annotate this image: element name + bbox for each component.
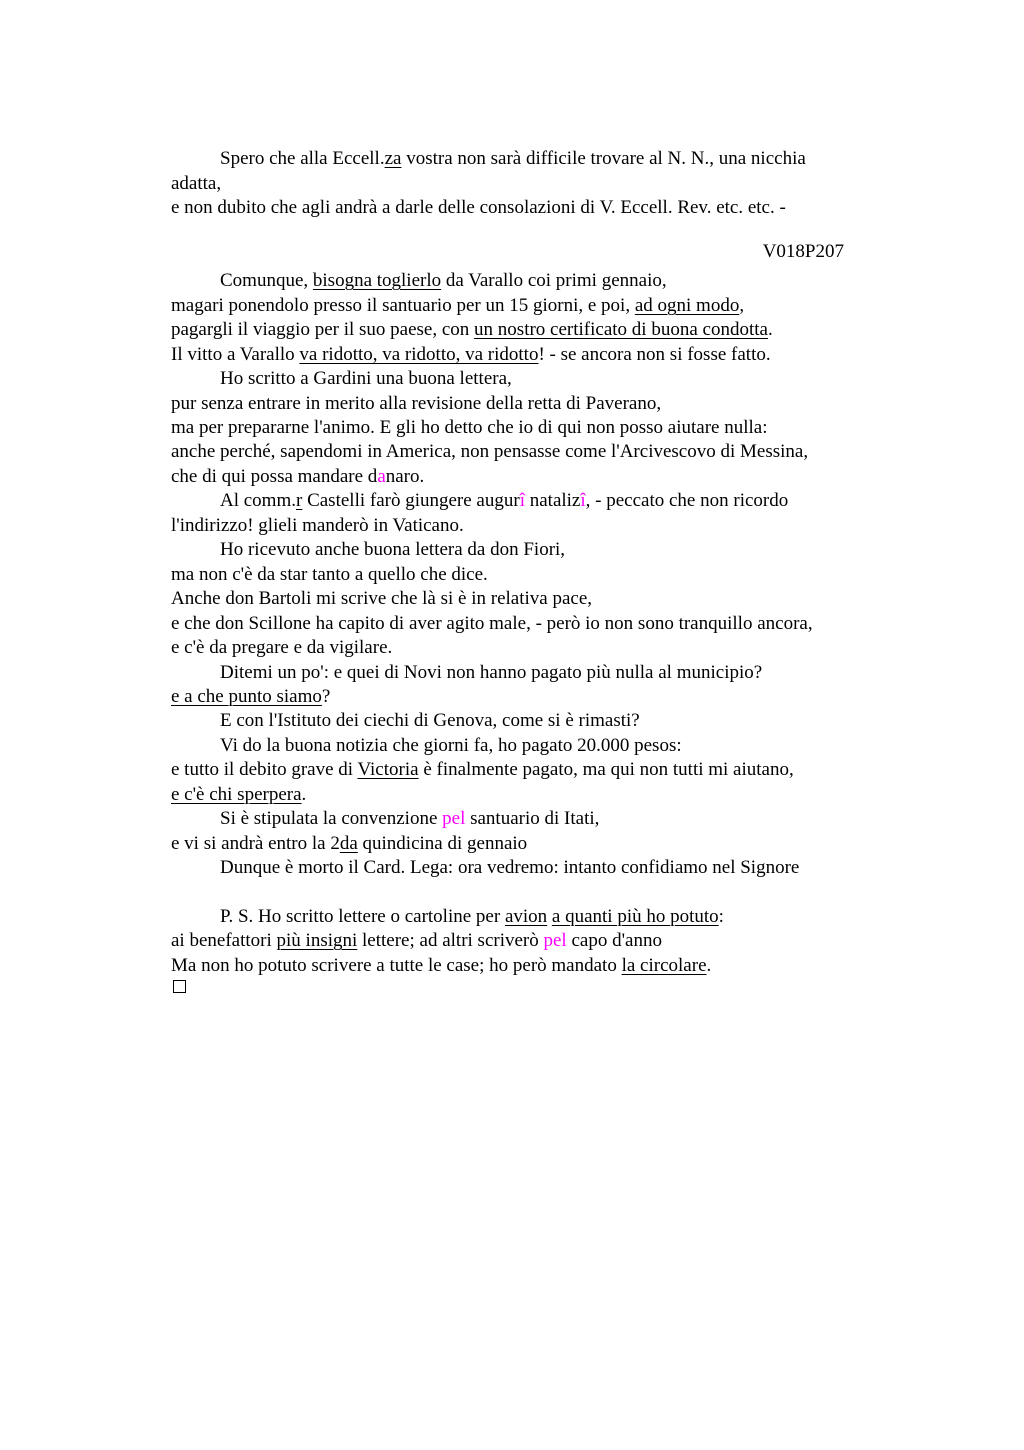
underlined-text: bisogna toglierlo <box>312 270 442 291</box>
postscript-line <box>220 905 724 929</box>
text-run: adatta, <box>171 173 222 194</box>
underlined-text: va ridotto, va ridotto, va ridotto <box>299 344 539 365</box>
text-run: . <box>301 784 307 805</box>
text-line <box>171 416 767 440</box>
postscript-line <box>171 929 662 953</box>
underlined-text: e a che punto siamo <box>171 686 322 707</box>
text-run: E con l'Istituto dei ciechi di Genova, come si è rimasti? <box>220 710 640 731</box>
underlined-text: la circolare <box>621 955 707 976</box>
end-marker-box <box>173 980 186 993</box>
text-run: Spero che alla Eccell. <box>220 148 385 169</box>
text-run: magari ponendolo presso il santuario per un 15 giorni, e poi, <box>171 295 635 316</box>
text-run: Ma non ho potuto scrivere a tutte le case; ho però mandato <box>171 955 622 976</box>
text-run: , <box>739 295 745 316</box>
underlined-text: a quanti più ho potuto <box>551 906 719 927</box>
text-run: pagargli il viaggio per il suo paese, con <box>171 319 475 340</box>
text-line <box>220 734 682 758</box>
text-run: ? <box>321 686 331 707</box>
text-run: Vi do la buona notizia che giorni fa, ho pagato 20.000 pesos: <box>220 735 682 756</box>
underlined-text: r <box>296 490 303 511</box>
text-line <box>220 489 788 513</box>
text-run: Ho scritto a Gardini una buona lettera, <box>220 368 512 389</box>
text-run: quindicina di gennaio <box>357 833 528 854</box>
text-run: e vi si andrà entro la 2 <box>171 833 340 854</box>
underlined-text: Victoria <box>357 759 419 780</box>
underlined-text: e c'è chi sperpera <box>171 784 302 805</box>
text-run: naro. <box>385 466 425 487</box>
text-line <box>171 758 794 782</box>
text-line <box>171 612 813 636</box>
text-line <box>220 661 762 685</box>
underlined-text: più insigni <box>276 930 358 951</box>
text-run: Anche don Bartoli mi scrive che là si è in relativa pace, <box>171 588 593 609</box>
text-run: V018P207 <box>762 241 844 262</box>
text-run: da Varallo coi primi gennaio, <box>441 270 667 291</box>
underlined-text: da <box>339 833 358 854</box>
text-run: P. S. Ho scritto lettere o cartoline per <box>220 906 505 927</box>
postscript-line <box>171 954 711 978</box>
text-line <box>171 832 527 856</box>
text-run: lettere; ad altri scriverò <box>357 930 544 951</box>
text-run: Ditemi un po': e quei di Novi non hanno pagato più nulla al municipio? <box>220 662 763 683</box>
text-line <box>171 440 808 464</box>
text-line <box>171 685 330 709</box>
text-run: e c'è da pregare e da vigilare. <box>171 637 393 658</box>
text-run: e non dubito che agli andrà a darle delle consolazioni di V. Eccell. Rev. etc. etc. - <box>171 197 786 218</box>
text-run: l'indirizzo! glieli manderò in Vaticano. <box>171 515 464 536</box>
text-line <box>220 709 640 733</box>
text-run: e tutto il debito grave di <box>171 759 358 780</box>
text-run: ! - se ancora non si fosse fatto. <box>538 344 771 365</box>
text-run: santuario di Itati, <box>465 808 600 829</box>
text-run: . <box>706 955 712 976</box>
text-line <box>171 514 464 538</box>
text-line <box>171 465 424 489</box>
text-line <box>220 807 599 831</box>
text-line <box>171 783 306 807</box>
highlighted-text: a <box>377 466 386 487</box>
text-run: e che don Scillone ha capito di aver agito male, - però io non sono tranquillo ancora, <box>171 613 813 634</box>
text-run: : <box>718 906 724 927</box>
text-line <box>171 392 661 416</box>
text-run: Castelli farò giungere augur <box>302 490 520 511</box>
underlined-text: avion <box>504 906 548 927</box>
reference-code <box>763 240 844 264</box>
text-run: capo d'anno <box>566 930 662 951</box>
text-line <box>171 636 392 660</box>
text-line <box>171 294 744 318</box>
text-line <box>220 147 806 171</box>
text-line <box>171 587 592 611</box>
text-run: Si è stipulata la convenzione <box>220 808 443 829</box>
text-run: Comunque, <box>220 270 313 291</box>
text-run: pur senza entrare in merito alla revisione della retta di Paverano, <box>171 393 662 414</box>
text-run: ai benefattori <box>171 930 277 951</box>
highlighted-text: pel <box>543 930 567 951</box>
highlighted-text: î <box>519 490 525 511</box>
text-run: nataliz <box>524 490 581 511</box>
text-run: Dunque è morto il Card. Lega: ora vedremo: intanto confidiamo nel Signore <box>220 857 800 878</box>
text-run: . <box>767 319 773 340</box>
text-line <box>220 269 667 293</box>
text-line <box>171 343 771 367</box>
text-run: ma per prepararne l'animo. E gli ho detto che io di qui non posso aiutare nulla: <box>171 417 768 438</box>
text-line <box>171 318 773 342</box>
highlighted-text: î <box>580 490 586 511</box>
highlighted-text: pel <box>442 808 466 829</box>
underlined-text: za <box>384 148 402 169</box>
text-run: anche perché, sapendomi in America, non pensasse come l'Arcivescovo di Messina, <box>171 441 809 462</box>
text-run: , - peccato che non ricordo <box>585 490 789 511</box>
text-line <box>171 172 221 196</box>
text-run: vostra non sarà difficile trovare al N. N., una nicchia <box>401 148 806 169</box>
underlined-text: un nostro certificato di buona condotta <box>474 319 768 340</box>
text-line <box>220 856 799 880</box>
text-line <box>220 367 512 391</box>
text-run: che di qui possa mandare d <box>171 466 378 487</box>
text-run: è finalmente pagato, ma qui non tutti mi aiutano, <box>418 759 794 780</box>
text-line <box>220 538 565 562</box>
text-run: ma non c'è da star tanto a quello che dice. <box>171 564 488 585</box>
text-line <box>171 196 786 220</box>
text-line <box>171 563 488 587</box>
text-run: Ho ricevuto anche buona lettera da don Fiori, <box>220 539 566 560</box>
text-run: Al comm. <box>220 490 296 511</box>
underlined-text: ad ogni modo <box>634 295 740 316</box>
text-run: Il vitto a Varallo <box>171 344 300 365</box>
